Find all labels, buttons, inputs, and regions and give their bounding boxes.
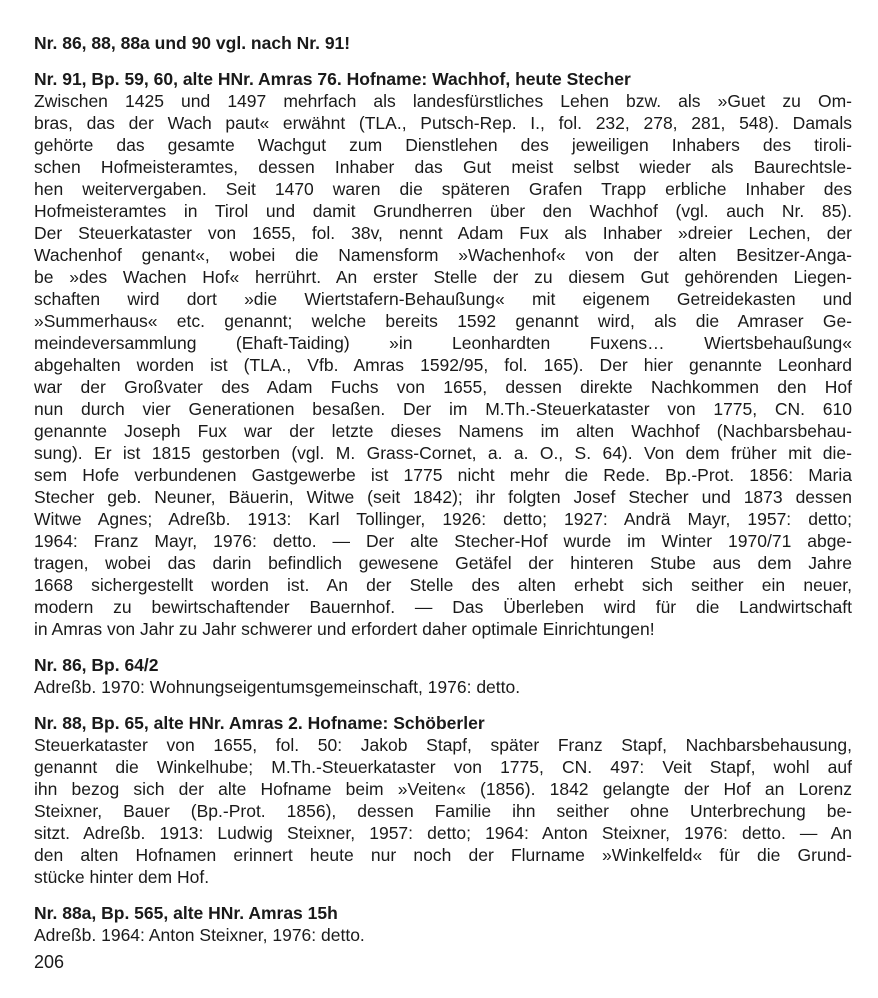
entry-section: [34, 68, 852, 640]
text-line: sitzt. Adreßb. 1913: Ludwig Steixner, 1957: detto; 1964: Anton Steixner, 1976: detto. — An: [34, 823, 852, 843]
text-line: Adreßb. 1964: Anton Steixner, 1976: detto.: [34, 925, 365, 945]
entries-list: [34, 68, 852, 946]
text-line: den alten Hofnamen erinnert heute nur noch der Flurname »Winkelfeld« für die Grund-: [34, 845, 852, 865]
text-line: genannte Joseph Fux war der letzte dieses Namens im alten Wachhof (Nachbarsbehau-: [34, 421, 852, 441]
text-line: modern zu bewirtschaftender Bauernhof. — Das Überleben wird für die Landwirtschaft: [34, 597, 852, 617]
text-line: sem Hofe verbundenen Gastgewerbe ist 1775 nicht mehr die Rede. Bp.-Prot. 1856: Maria: [34, 465, 852, 485]
entry-body: [34, 676, 852, 698]
text-line: Der Steuerkataster von 1655, fol. 38v, nennt Adam Fux als Inhaber »dreier Lechen, der: [34, 223, 852, 243]
text-line: Adreßb. 1970: Wohnungseigentumsgemeinschaft, 1976: detto.: [34, 677, 521, 697]
text-line: hen weitervergaben. Seit 1470 waren die späteren Grafen Trapp erbliche Inhaber des: [34, 179, 852, 199]
text-line: stücke hinter dem Hof.: [34, 867, 210, 887]
text-line: sung). Er ist 1815 gestorben (vgl. M. Grass-Cornet, a. a. O., S. 64). Von dem früher mit die-: [34, 443, 852, 463]
entry-heading: Nr. 88, Bp. 65, alte HNr. Amras 2. Hofname: Schöberler: [34, 713, 485, 733]
text-line: Steuerkataster von 1655, fol. 50: Jakob Stapf, später Franz Stapf, Nachbarsbehausung,: [34, 735, 852, 755]
text-line: be »des Wachen Hof« herrührt. An erster Stelle der zu diesem Gut gehörenden Liegen-: [34, 267, 852, 287]
entry-body: [34, 734, 852, 888]
text-line: Stecher geb. Neuner, Bäuerin, Witwe (seit 1842); ihr folgten Josef Stecher und 1873 dessen: [34, 487, 852, 507]
entry-heading: Nr. 88a, Bp. 565, alte HNr. Amras 15h: [34, 903, 338, 923]
text-line: Zwischen 1425 und 1497 mehrfach als landesfürstliches Lehen bzw. als »Guet zu Om-: [34, 91, 852, 111]
text-line: Hofmeisteramtes in Tirol und damit Grundherren über den Wachhof (vgl. auch Nr. 85).: [34, 201, 852, 221]
page-number: 206: [34, 952, 65, 972]
entry-body: [34, 90, 852, 640]
text-line: war der Großvater des Adam Fuchs von 1655, dessen direkte Nachkommen den Hof: [34, 377, 852, 397]
text-line: »Summerhaus« etc. genannt; welche bereits 1592 genannt wird, als die Amraser Ge-: [34, 311, 852, 331]
text-line: 1964: Franz Mayr, 1976: detto. — Der alte Stecher-Hof wurde im Winter 1970/71 abge-: [34, 531, 852, 551]
text-line: Steixner, Bauer (Bp.-Prot. 1856), dessen Familie ihn seither ohne Unterbrechung be-: [34, 801, 852, 821]
text-line: schen Hofmeisteramtes, dessen Inhaber das Gut meist selbst wieder als Baurechtsle-: [34, 157, 852, 177]
text-line: 1668 sichergestellt worden ist. An der Stelle des alten erhebt sich seither ein neuer,: [34, 575, 852, 595]
page-content: [34, 32, 852, 960]
entry-section: [34, 712, 852, 888]
entry-section: [34, 654, 852, 698]
text-line: abgehalten worden ist (TLA., Vfb. Amras 1592/95, fol. 165). Der hier genannte Leonhard: [34, 355, 852, 375]
cross-reference-heading: Nr. 86, 88, 88a und 90 vgl. nach Nr. 91!: [34, 33, 351, 53]
text-line: bras, das der Wach paut« erwähnt (TLA., Putsch-Rep. I., fol. 232, 278, 281, 548). Damals: [34, 113, 852, 133]
text-line: tragen, wobei das darin befindlich gewesene Getäfel der hinteren Stube aus dem Jahre: [34, 553, 852, 573]
entry-heading: Nr. 91, Bp. 59, 60, alte HNr. Amras 76. Hofname: Wachhof, heute Stecher: [34, 69, 631, 89]
text-line: gehörte das gesamte Wachgut zum Dienstlehen des jeweiligen Inhabers des tiroli-: [34, 135, 852, 155]
text-line: meindeversammlung (Ehaft-Taiding) »in Leonhardten Fuxens… Wiertsbehaußung«: [34, 333, 852, 353]
entry-body: [34, 924, 852, 946]
text-line: Wachenhof genant«, wobei die Namensform »Wachenhof« von der alten Besitzer-Anga-: [34, 245, 852, 265]
entry-section: [34, 902, 852, 946]
text-line: schaften wird dort »die Wiertstafern-Behaußung« mit eigenem Getreidekasten und: [34, 289, 852, 309]
text-line: ihn bezog sich der alte Hofname beim »Veiten« (1856). 1842 gelangte der Hof an Lorenz: [34, 779, 852, 799]
text-line: in Amras von Jahr zu Jahr schwerer und erfordert daher optimale Einrichtungen!: [34, 619, 655, 639]
entry-heading: Nr. 86, Bp. 64/2: [34, 655, 159, 675]
text-line: Witwe Agnes; Adreßb. 1913: Karl Tollinger, 1926: detto; 1927: Andrä Mayr, 1957: detto;: [34, 509, 852, 529]
text-line: nun durch vier Generationen besaßen. Der im M.Th.-Steuerkataster von 1775, CN. 610: [34, 399, 852, 419]
text-line: genannt die Winkelhube; M.Th.-Steuerkataster von 1775, CN. 497: Veit Stapf, wohl auf: [34, 757, 852, 777]
